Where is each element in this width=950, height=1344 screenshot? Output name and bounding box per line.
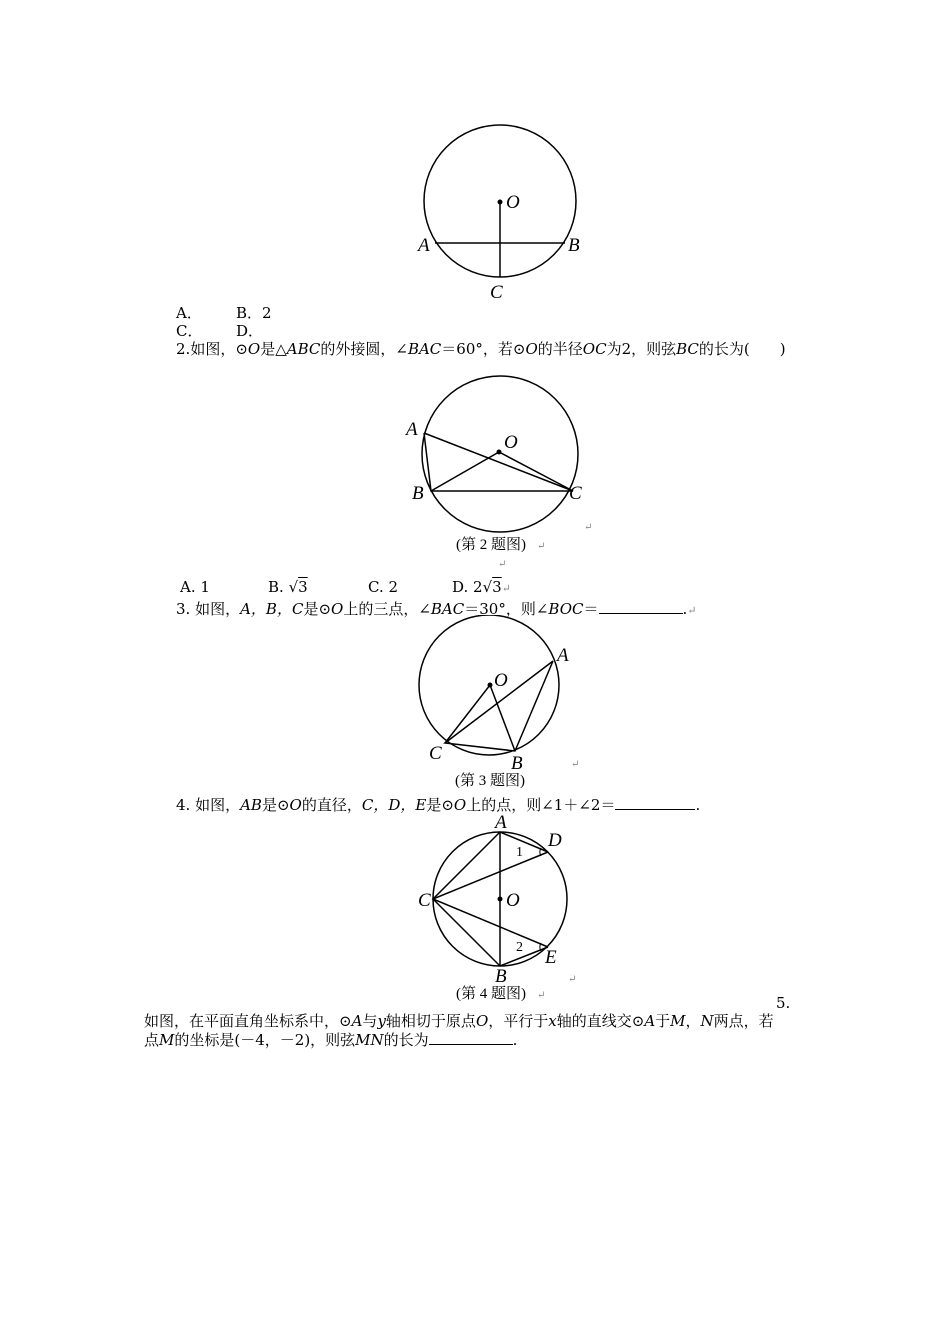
fig2-label-c: C <box>569 483 582 504</box>
fig3-central-angle <box>445 685 515 751</box>
fig2-radii <box>431 452 573 491</box>
q4-question: 4. 如图，AB是⊙O的直径，C，D，E是⊙O上的点，则∠1＋∠2＝ . <box>176 796 701 814</box>
fig4-label-c: C <box>418 890 431 911</box>
fig2-caption: (第 2 题图) <box>456 537 526 553</box>
fig4-line-cb <box>433 899 500 966</box>
figure-2 <box>400 370 600 580</box>
fig4-label-d: D <box>548 830 562 851</box>
q2-option-d: D. 2√3↵ <box>452 578 511 596</box>
fig1-center-dot <box>498 200 503 205</box>
q5-line-1: 如图，在平面直角坐标系中，⊙A与y轴相切于原点O，平行于x轴的直线交⊙A于M，N两点，若 <box>144 1012 774 1030</box>
fig4-label-o: O <box>506 890 520 911</box>
fig2-label-o: O <box>504 432 518 453</box>
fig3-center-dot <box>488 683 493 688</box>
q5-number: 5. <box>776 994 791 1012</box>
figure-1 <box>410 120 590 310</box>
q2-option-a: A. 1 <box>180 578 210 596</box>
q5-answer-blank[interactable] <box>429 1030 513 1045</box>
q1-option-c: C． <box>176 322 203 340</box>
fig3-label-a: A <box>557 645 569 666</box>
fig3-label-b: B <box>511 753 523 774</box>
fig4-center-dot <box>498 897 503 902</box>
fig2-return-mark-3: ↵ <box>498 559 507 570</box>
fig2-label-b: B <box>412 483 424 504</box>
fig4-label-a: A <box>495 812 507 833</box>
fig1-label-c: C <box>490 282 503 303</box>
q1-option-a: A． <box>176 304 202 322</box>
fig3-caption: (第 3 题图) <box>455 773 525 789</box>
q1-option-d: D． <box>236 322 264 340</box>
fig2-label-a: A <box>406 419 418 440</box>
fig1-label-a: A <box>418 235 430 256</box>
q1-option-b: B．2 <box>236 304 272 322</box>
fig4-label-1: 1 <box>516 845 523 860</box>
fig4-line-cd <box>433 852 548 899</box>
fig4-return-mark: ↵ <box>568 974 577 985</box>
q2-option-c: C. 2 <box>368 578 399 596</box>
fig4-label-b: B <box>495 966 507 987</box>
fig3-return-mark: ↵ <box>571 759 580 770</box>
fig3-label-o: O <box>494 670 508 691</box>
q2-option-b: B. √3 <box>268 578 308 596</box>
fig2-return-mark-1: ↵ <box>584 522 593 533</box>
fig3-label-c: C <box>429 743 442 764</box>
q3-answer-blank[interactable] <box>599 599 683 614</box>
fig4-angle-2-arc <box>540 943 541 951</box>
fig2-center-dot <box>497 450 502 455</box>
q3-question: 3. 如图，A，B，C是⊙O上的三点，∠BAC＝30°，则∠BOC＝ .↵ <box>176 600 697 618</box>
figure-4 <box>410 812 600 1007</box>
fig4-angle-1-arc <box>540 848 541 856</box>
fig1-label-b: B <box>568 235 580 256</box>
fig4-triangle-cae <box>433 832 548 947</box>
figure-3 <box>405 615 595 795</box>
fig4-label-e: E <box>545 947 557 968</box>
fig4-caption: (第 4 题图) <box>456 986 526 1002</box>
fig1-label-o: O <box>506 192 520 213</box>
fig4-label-2: 2 <box>516 940 523 955</box>
q4-answer-blank[interactable] <box>615 795 695 810</box>
q5-line-2: 点M的坐标是(－4，－2)，则弦MN的长为 . <box>144 1031 518 1049</box>
fig4-caption-return: ↵ <box>537 990 546 1001</box>
fig2-return-mark-2: ↵ <box>537 541 546 552</box>
q2-question: 2.如图，⊙O是△ABC的外接圆，∠BAC＝60°，若⊙O的半径OC为2，则弦BC的长为( ) <box>176 340 786 358</box>
